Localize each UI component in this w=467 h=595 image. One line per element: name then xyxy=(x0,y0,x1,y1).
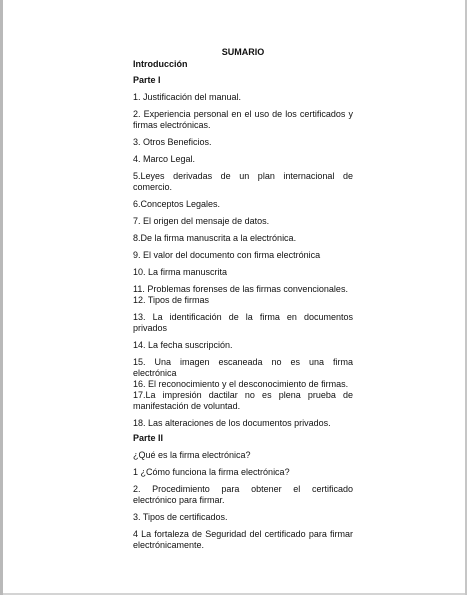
toc-item: 8.De la firma manuscrita a la electrónica. xyxy=(133,233,297,243)
toc-item: 15. Una imagen escaneada no es una firma electrónica xyxy=(133,357,353,378)
toc-item: 18. Las alteraciones de los documentos privados. xyxy=(133,418,331,428)
viewer-left-edge xyxy=(0,0,3,595)
toc-item: 10. La firma manuscrita xyxy=(133,267,228,277)
toc-item: 16. El reconocimiento y el desconocimiento de firmas. xyxy=(133,379,349,389)
toc-item: 14. La fecha suscripción. xyxy=(133,340,233,350)
toc-item: ¿Qué es la firma electrónica? xyxy=(133,450,251,460)
toc-item: 2. Experiencia personal en el uso de los certificados y firmas electrónicas. xyxy=(133,109,353,130)
toc-item: 3. Tipos de certificados. xyxy=(133,512,228,522)
document-page-content xyxy=(133,47,353,551)
introduction-heading: Introducción xyxy=(133,59,188,69)
toc-item: 17.La impresión dactilar no es plena prueba de manifestación de voluntad. xyxy=(133,390,353,411)
toc-item: 5.Leyes derivadas de un plan internacional de comercio. xyxy=(133,171,353,192)
toc-item: 13. La identificación de la firma en documentos privados xyxy=(133,312,353,333)
toc-item: 4 La fortaleza de Seguridad del certificado para firmar electrónicamente. xyxy=(133,529,353,550)
document-title: SUMARIO xyxy=(221,47,265,57)
part-1-heading: Parte I xyxy=(133,75,161,85)
toc-item: 6.Conceptos Legales. xyxy=(133,199,221,209)
part-2-heading: Parte II xyxy=(133,433,164,443)
toc-item: 2. Procedimiento para obtener el certificado electrónico para firmar. xyxy=(133,484,353,505)
toc-item: 9. El valor del documento con firma electrónica xyxy=(133,250,321,260)
toc-item: 7. El origen del mensaje de datos. xyxy=(133,216,270,226)
toc-item: 4. Marco Legal. xyxy=(133,154,196,164)
toc-item: 12. Tipos de firmas xyxy=(133,295,210,305)
toc-item: 11. Problemas forenses de las firmas convencionales. xyxy=(133,284,348,294)
toc-item: 3. Otros Beneficios. xyxy=(133,137,212,147)
toc-item: 1. Justificación del manual. xyxy=(133,92,242,102)
toc-item: 1 ¿Cómo funciona la firma electrónica? xyxy=(133,467,290,477)
